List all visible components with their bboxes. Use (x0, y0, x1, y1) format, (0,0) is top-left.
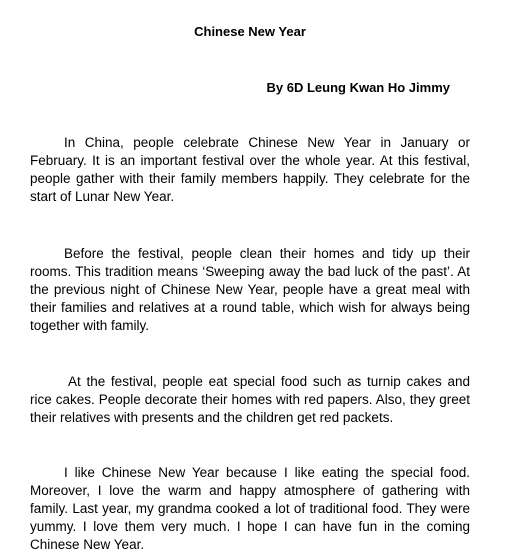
author-line: By 6D Leung Kwan Ho Jimmy (266, 80, 450, 95)
document-title: Chinese New Year (194, 24, 306, 39)
paragraph-opinion: I like Chinese New Year because I like eating the special food. Moreover, I love the warm and happy atmosphere of gathering with family. Last year, my grandma cooked a lot of traditional food. They were yummy. I love them very much. I hope I can have fun in the coming Chinese New Year. (30, 465, 470, 552)
paragraph-at-festival: At the festival, people eat special food such as turnip cakes and rice cakes. People decorate their homes with red papers. Also, they greet their relatives with presents and the children get red packets. (30, 374, 470, 425)
paragraph-before-festival: Before the festival, people clean their homes and tidy up their rooms. This tradition means ‘Sweeping away the bad luck of the past’. At the previous night of Chinese New Year, people have a great meal with their families and relatives at a round table, which wish for always being together with family. (30, 246, 470, 333)
paragraph-intro: In China, people celebrate Chinese New Year in January or February. It is an important festival over the whole year. At this festival, people gather with their family members happily. They celebrate for the start of Lunar New Year. (30, 135, 470, 204)
